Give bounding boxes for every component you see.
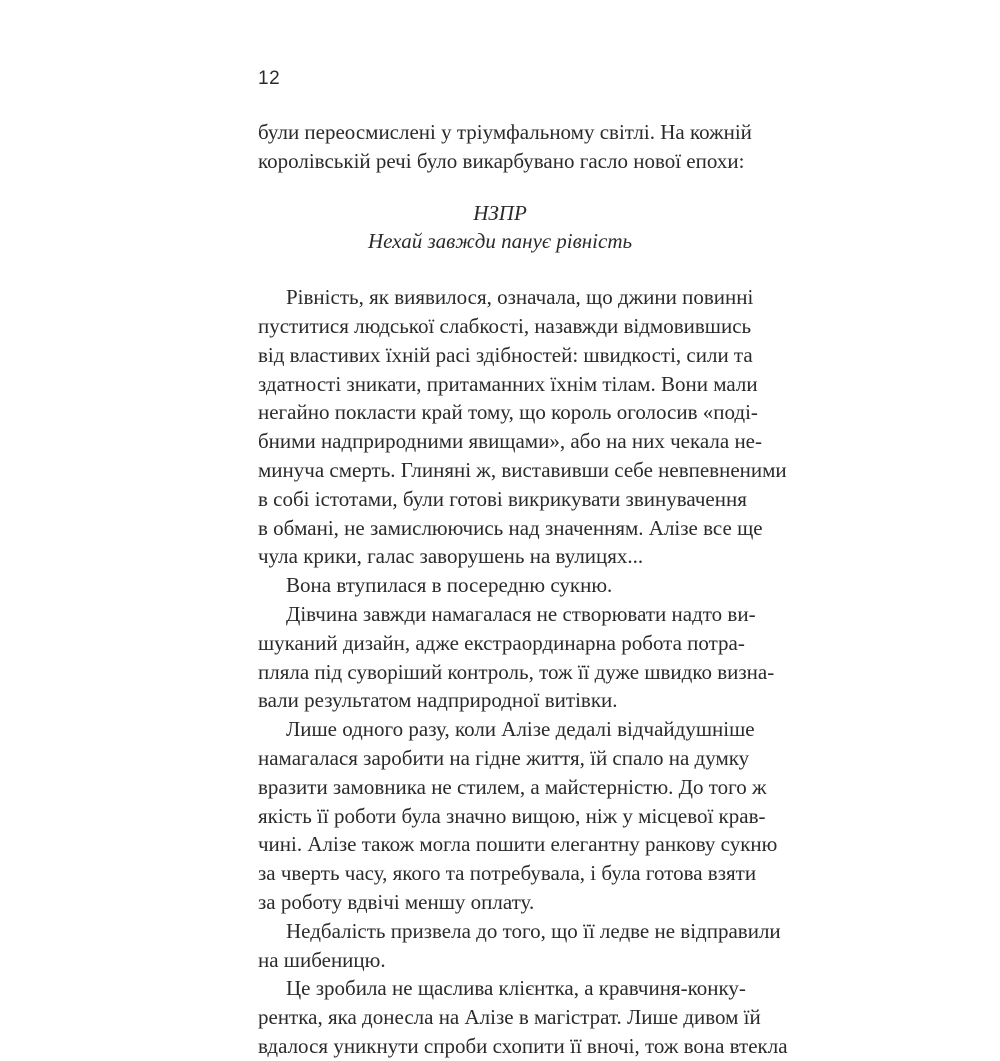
- text-line: від властивих їхній расі здібностей: швидкості, сили та: [258, 342, 753, 367]
- text-line: Недбалість призвела до того, що її ледве не відправили: [286, 918, 781, 943]
- text-line: здатності зникати, притаманних їхнім тілам. Вони мали: [258, 371, 758, 396]
- text-line: Це зробила не щаслива клієнтка, а кравчиня-конку-: [286, 976, 746, 1001]
- text-line: чула крики, галас заворушень на вулицях...: [258, 544, 644, 569]
- text-line: Рівність, як виявилося, означала, що джини повинні: [286, 285, 754, 310]
- text-line: на шибеницю.: [258, 947, 386, 972]
- text-line: Вона втупилася в посередню сукню.: [286, 573, 613, 598]
- text-line: в собі істотами, були готові викрикувати звинувачення: [258, 486, 747, 511]
- motto-title: НЗПР: [473, 200, 527, 225]
- text-line: в обмані, не замислюючись над значенням. Алізе все ще: [258, 515, 763, 540]
- section-gap: [258, 256, 742, 283]
- motto-text: Нехай завжди панує рівність: [367, 229, 633, 254]
- text-line: вдалося уникнути спроби схопити її вночі, тож вона втекла: [258, 1033, 788, 1058]
- text-line: минуча смерть. Глиняні ж, виставивши себе невпевненими: [258, 457, 787, 482]
- text-line: пуститися людської слабкості, назавжди відмовившись: [258, 313, 752, 338]
- text-line: намагалася заробити на гідне життя, їй спало на думку: [258, 745, 750, 770]
- text-line: шуканий дизайн, адже екстраординарна робота потра-: [258, 630, 745, 655]
- text-line: бними надприродними явищами», або на них чекала не-: [258, 429, 762, 454]
- text-line: чині. Алізе також могла пошити елегантну ранкову сукню: [258, 832, 778, 857]
- body-text: [258, 118, 788, 1061]
- text-line: негайно покласти край тому, що король оголосив «поді-: [258, 400, 758, 425]
- page-number: 12: [258, 68, 281, 89]
- text-line: були переосмислені у тріумфальному світлі. На кожній: [258, 120, 752, 144]
- text-line: за роботу вдвічі меншу оплату.: [258, 889, 535, 914]
- text-line: пляла під суворіший контроль, тож її дуже швидко визна-: [258, 659, 775, 684]
- text-line: якість її роботи була значно вищою, ніж у місцевої крав-: [258, 803, 766, 828]
- text-line: Лише одного разу, коли Алізе дедалі відчайдушніше: [286, 717, 755, 742]
- text-line: рентка, яка донесла на Алізе в магістрат. Лише дивом їй: [258, 1005, 761, 1030]
- text-line: вразити замовника не стилем, а майстерністю. До того ж: [258, 774, 767, 799]
- text-line: за чверть часу, якого та потребувала, і була готова взяти: [258, 861, 757, 886]
- text-line: вали результатом надприродної витівки.: [258, 688, 618, 713]
- text-line: королівській речі було викарбувано гасло нової епохи:: [258, 148, 745, 173]
- text-line: Дівчина завжди намагалася не створювати надто ви-: [286, 601, 756, 626]
